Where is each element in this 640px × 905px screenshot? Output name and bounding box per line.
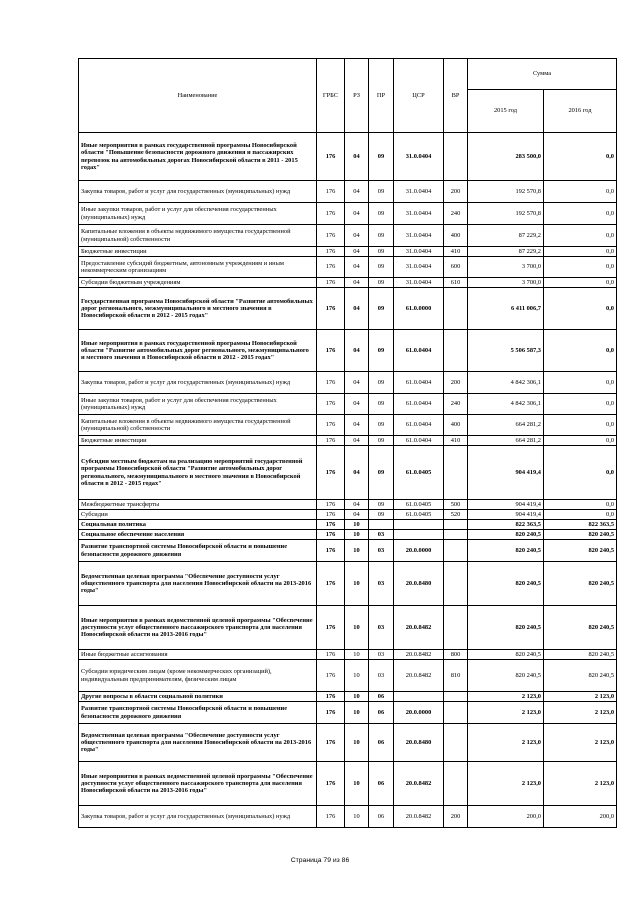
table-row: [79, 806, 617, 828]
cell-y2015: 904 419,4: [468, 446, 544, 500]
table-row: [79, 203, 617, 225]
cell-csr: 20.0.8480: [394, 562, 444, 606]
cell-y2016: 820 240,5: [544, 530, 617, 540]
cell-pr: 06: [369, 806, 394, 828]
cell-grbs: 176: [317, 650, 345, 660]
cell-vr: 800: [444, 650, 468, 660]
cell-csr: 31.0.0404: [394, 225, 444, 247]
cell-rz: 10: [345, 520, 369, 530]
cell-vr: [444, 606, 468, 650]
cell-vr: [444, 133, 468, 181]
cell-rz: 04: [345, 510, 369, 520]
cell-name: Субсидии: [79, 510, 317, 520]
table-row: [79, 540, 617, 562]
cell-name: Ведомственная целевая программа "Обеспечение доступности услуг общественного транспорта для населения Новосибирской области на 2013-2016 годы": [79, 724, 317, 762]
cell-name: Закупка товаров, работ и услуг для государственных (муниципальных) нужд: [79, 372, 317, 394]
cell-name: Ведомственная целевая программа "Обеспечение доступности услуг общественного транспорта для населения Новосибирской области на 2013-2016 годы": [79, 562, 317, 606]
cell-csr: 20.0.0000: [394, 702, 444, 724]
cell-y2015: 3 700,0: [468, 278, 544, 288]
cell-pr: 09: [369, 133, 394, 181]
cell-y2016: 2 123,0: [544, 702, 617, 724]
cell-rz: 04: [345, 436, 369, 446]
cell-y2016: 0,0: [544, 415, 617, 436]
cell-grbs: 176: [317, 133, 345, 181]
col-2016-header: 2016 год: [544, 90, 617, 133]
table-row: [79, 181, 617, 203]
cell-grbs: 176: [317, 702, 345, 724]
cell-pr: 09: [369, 436, 394, 446]
cell-pr: 09: [369, 288, 394, 330]
cell-vr: 600: [444, 257, 468, 278]
cell-y2015: 87 229,2: [468, 225, 544, 247]
col-sum-header: Сумма: [468, 59, 617, 90]
cell-pr: 09: [369, 225, 394, 247]
col-rz-header: РЗ: [345, 59, 369, 133]
cell-rz: 10: [345, 540, 369, 562]
cell-y2015: 2 123,0: [468, 762, 544, 806]
cell-pr: 06: [369, 762, 394, 806]
cell-y2016: 2 123,0: [544, 692, 617, 702]
cell-y2016: 0,0: [544, 278, 617, 288]
cell-vr: 410: [444, 247, 468, 257]
cell-csr: 20.0.8482: [394, 606, 444, 650]
cell-y2015: 283 500,0: [468, 133, 544, 181]
cell-name: Закупка товаров, работ и услуг для государственных (муниципальных) нужд: [79, 806, 317, 828]
cell-csr: [394, 530, 444, 540]
cell-y2016: 2 123,0: [544, 724, 617, 762]
cell-pr: 03: [369, 540, 394, 562]
cell-y2016: 0,0: [544, 372, 617, 394]
cell-name: Другие вопросы в области социальной политики: [79, 692, 317, 702]
table-row: [79, 415, 617, 436]
cell-y2016: 820 240,5: [544, 660, 617, 692]
table-row: [79, 530, 617, 540]
cell-grbs: 176: [317, 372, 345, 394]
table-row: [79, 762, 617, 806]
cell-grbs: 176: [317, 724, 345, 762]
cell-name: Капитальные вложения в объекты недвижимого имущества государственной (муниципальной) собственности: [79, 225, 317, 247]
table-row: [79, 288, 617, 330]
cell-y2015: 904 419,4: [468, 500, 544, 510]
cell-y2015: 820 240,5: [468, 650, 544, 660]
cell-name: Бюджетные инвестиции: [79, 247, 317, 257]
cell-name: Иные закупки товаров, работ и услуг для обеспечения государственных (муниципальных) нужд: [79, 394, 317, 415]
cell-rz: 10: [345, 562, 369, 606]
cell-pr: 09: [369, 203, 394, 225]
cell-csr: 31.0.0404: [394, 278, 444, 288]
cell-csr: 61.0.0405: [394, 446, 444, 500]
cell-rz: 10: [345, 806, 369, 828]
cell-rz: 04: [345, 288, 369, 330]
cell-csr: 61.0.0404: [394, 415, 444, 436]
cell-y2015: 200,0: [468, 806, 544, 828]
cell-name: Социальное обеспечение населения: [79, 530, 317, 540]
table-row: [79, 133, 617, 181]
cell-y2015: 664 281,2: [468, 436, 544, 446]
cell-vr: 400: [444, 415, 468, 436]
table-row: [79, 394, 617, 415]
budget-table: [78, 58, 617, 828]
cell-vr: 610: [444, 278, 468, 288]
col-2015-header: 2015 год: [468, 90, 544, 133]
cell-pr: 06: [369, 702, 394, 724]
table-row: [79, 225, 617, 247]
cell-name: Развитие транспортной системы Новосибирской области и повышение безопасности дорожного движения: [79, 702, 317, 724]
cell-pr: 09: [369, 500, 394, 510]
cell-pr: 03: [369, 650, 394, 660]
cell-vr: [444, 762, 468, 806]
cell-rz: 04: [345, 225, 369, 247]
cell-pr: 09: [369, 330, 394, 372]
cell-y2015: 820 240,5: [468, 606, 544, 650]
table-row: [79, 692, 617, 702]
cell-name: Закупка товаров, работ и услуг для государственных (муниципальных) нужд: [79, 181, 317, 203]
cell-name: Предоставление субсидий бюджетным, автономным учреждениям и иным некоммерческим организациям: [79, 257, 317, 278]
cell-grbs: 176: [317, 415, 345, 436]
cell-vr: 400: [444, 225, 468, 247]
cell-rz: 04: [345, 181, 369, 203]
col-pr-header: ПР: [369, 59, 394, 133]
cell-vr: [444, 530, 468, 540]
cell-grbs: 176: [317, 330, 345, 372]
cell-vr: [444, 540, 468, 562]
cell-y2015: 4 842 306,1: [468, 372, 544, 394]
cell-y2015: 820 240,5: [468, 562, 544, 606]
cell-y2016: 820 240,5: [544, 650, 617, 660]
cell-pr: 03: [369, 562, 394, 606]
cell-rz: 10: [345, 530, 369, 540]
cell-y2016: 820 240,5: [544, 606, 617, 650]
cell-csr: 31.0.0404: [394, 257, 444, 278]
col-name-header: Наименование: [79, 59, 317, 133]
cell-grbs: 176: [317, 660, 345, 692]
cell-grbs: 176: [317, 806, 345, 828]
col-csr-header: ЦСР: [394, 59, 444, 133]
cell-grbs: 176: [317, 520, 345, 530]
table-row: [79, 500, 617, 510]
cell-pr: 03: [369, 660, 394, 692]
cell-csr: 61.0.0000: [394, 288, 444, 330]
table-row: [79, 247, 617, 257]
cell-pr: 09: [369, 278, 394, 288]
cell-csr: 61.0.0405: [394, 510, 444, 520]
cell-vr: [444, 446, 468, 500]
cell-vr: [444, 692, 468, 702]
cell-pr: 03: [369, 530, 394, 540]
cell-rz: 04: [345, 278, 369, 288]
cell-y2016: 0,0: [544, 247, 617, 257]
cell-vr: 500: [444, 500, 468, 510]
table-row: [79, 278, 617, 288]
cell-grbs: 176: [317, 762, 345, 806]
table-row: [79, 650, 617, 660]
cell-pr: [369, 520, 394, 530]
cell-y2016: 0,0: [544, 257, 617, 278]
cell-pr: 09: [369, 510, 394, 520]
cell-y2015: 820 240,5: [468, 660, 544, 692]
table-row: [79, 257, 617, 278]
cell-csr: 20.0.8482: [394, 806, 444, 828]
table-row: [79, 660, 617, 692]
table-row: [79, 702, 617, 724]
cell-grbs: 176: [317, 606, 345, 650]
cell-vr: [444, 520, 468, 530]
cell-name: Межбюджетные трансферты: [79, 500, 317, 510]
cell-name: Иные бюджетные ассигнования: [79, 650, 317, 660]
cell-grbs: 176: [317, 181, 345, 203]
cell-csr: 20.0.8482: [394, 762, 444, 806]
cell-name: Иные мероприятия в рамках государственной программы Новосибирской области "Развитие автомобильных дорог регионального, межмуниципального и местного значения в Новосибирской области в 2012 - 2015 годах": [79, 330, 317, 372]
cell-csr: 31.0.0404: [394, 181, 444, 203]
cell-y2015: 904 419,4: [468, 510, 544, 520]
cell-csr: 20.0.0000: [394, 540, 444, 562]
cell-y2016: 0,0: [544, 203, 617, 225]
cell-grbs: 176: [317, 530, 345, 540]
cell-y2016: 820 240,5: [544, 540, 617, 562]
cell-vr: [444, 724, 468, 762]
cell-rz: 10: [345, 724, 369, 762]
cell-y2015: 2 123,0: [468, 692, 544, 702]
cell-rz: 04: [345, 330, 369, 372]
cell-rz: 04: [345, 394, 369, 415]
cell-name: Бюджетные инвестиции: [79, 436, 317, 446]
budget-document: [78, 58, 616, 828]
cell-y2016: 0,0: [544, 446, 617, 500]
cell-y2016: 0,0: [544, 288, 617, 330]
table-row: [79, 372, 617, 394]
cell-y2016: 0,0: [544, 436, 617, 446]
cell-rz: 10: [345, 702, 369, 724]
cell-grbs: 176: [317, 394, 345, 415]
cell-y2016: 0,0: [544, 133, 617, 181]
table-row: [79, 562, 617, 606]
cell-rz: 04: [345, 372, 369, 394]
cell-name: Субсидии юридическим лицам (кроме некоммерческих организаций), индивидуальным предпринимателям, физическим лицам: [79, 660, 317, 692]
cell-pr: 06: [369, 692, 394, 702]
cell-pr: 09: [369, 181, 394, 203]
cell-grbs: 176: [317, 446, 345, 500]
cell-y2015: 87 229,2: [468, 247, 544, 257]
cell-y2016: 0,0: [544, 225, 617, 247]
cell-rz: 04: [345, 247, 369, 257]
cell-rz: 10: [345, 650, 369, 660]
cell-pr: 09: [369, 257, 394, 278]
cell-vr: [444, 330, 468, 372]
table-row: [79, 330, 617, 372]
cell-rz: 10: [345, 692, 369, 702]
cell-y2015: 5 506 587,3: [468, 330, 544, 372]
cell-grbs: 176: [317, 225, 345, 247]
cell-y2016: 822 363,5: [544, 520, 617, 530]
cell-pr: 09: [369, 415, 394, 436]
cell-y2015: 4 842 306,1: [468, 394, 544, 415]
cell-pr: 06: [369, 724, 394, 762]
cell-y2016: 0,0: [544, 394, 617, 415]
cell-rz: 10: [345, 660, 369, 692]
table-row: [79, 510, 617, 520]
cell-csr: [394, 692, 444, 702]
cell-rz: 04: [345, 446, 369, 500]
cell-csr: 61.0.0405: [394, 500, 444, 510]
cell-csr: 61.0.0404: [394, 436, 444, 446]
cell-y2016: 0,0: [544, 510, 617, 520]
cell-rz: 04: [345, 257, 369, 278]
cell-name: Субсидии бюджетным учреждениям: [79, 278, 317, 288]
cell-csr: [394, 520, 444, 530]
cell-grbs: 176: [317, 692, 345, 702]
cell-y2015: 192 570,8: [468, 181, 544, 203]
cell-vr: 200: [444, 372, 468, 394]
cell-y2016: 0,0: [544, 500, 617, 510]
cell-name: Субсидии местным бюджетам на реализацию мероприятий государственной программы Новосибирской области "Развитие автомобильных дорог регионального, межмуниципального и местного значения в Новосибирской области в 2012 - 2015 годах": [79, 446, 317, 500]
cell-name: Развитие транспортной системы Новосибирской области и повышение безопасности дорожного движения: [79, 540, 317, 562]
cell-grbs: 176: [317, 436, 345, 446]
cell-rz: 04: [345, 133, 369, 181]
cell-vr: 200: [444, 181, 468, 203]
table-row: [79, 520, 617, 530]
cell-y2016: 0,0: [544, 330, 617, 372]
cell-rz: 10: [345, 606, 369, 650]
cell-grbs: 176: [317, 500, 345, 510]
cell-csr: 20.0.8482: [394, 660, 444, 692]
cell-csr: 61.0.0404: [394, 394, 444, 415]
cell-grbs: 176: [317, 510, 345, 520]
table-row: [79, 446, 617, 500]
cell-name: Иные мероприятия в рамках ведомственной целевой программы "Обеспечение доступности услуг общественного пассажирского транспорта для населения Новосибирской области на 2013-2016 годы": [79, 762, 317, 806]
cell-vr: 520: [444, 510, 468, 520]
cell-vr: [444, 702, 468, 724]
cell-y2016: 0,0: [544, 181, 617, 203]
cell-name: Капитальные вложения в объекты недвижимого имущества государственной (муниципальной) собственности: [79, 415, 317, 436]
cell-grbs: 176: [317, 288, 345, 330]
table-body: [79, 133, 617, 828]
cell-rz: 04: [345, 415, 369, 436]
cell-name: Государственная программа Новосибирской области "Развитие автомобильных дорог регионального, межмуниципального и местного значения в Новосибирской области в 2012 - 2015 годах": [79, 288, 317, 330]
cell-y2016: 200,0: [544, 806, 617, 828]
cell-y2015: 820 240,5: [468, 540, 544, 562]
cell-rz: 04: [345, 500, 369, 510]
cell-vr: 200: [444, 806, 468, 828]
col-vr-header: ВР: [444, 59, 468, 133]
cell-rz: 04: [345, 203, 369, 225]
cell-grbs: 176: [317, 257, 345, 278]
cell-y2015: 2 123,0: [468, 702, 544, 724]
table-row: [79, 436, 617, 446]
cell-vr: 810: [444, 660, 468, 692]
cell-pr: 09: [369, 446, 394, 500]
cell-name: Иные мероприятия в рамках ведомственной целевой программы "Обеспечение доступности услуг общественного пассажирского транспорта для населения Новосибирской области на 2013-2016 годы": [79, 606, 317, 650]
page-number: Страница 79 из 86: [290, 857, 350, 864]
cell-grbs: 176: [317, 247, 345, 257]
cell-vr: 410: [444, 436, 468, 446]
table-row: [79, 724, 617, 762]
cell-y2016: 820 240,5: [544, 562, 617, 606]
cell-csr: 61.0.0404: [394, 372, 444, 394]
cell-rz: 10: [345, 762, 369, 806]
cell-y2015: 664 281,2: [468, 415, 544, 436]
cell-csr: 31.0.0404: [394, 133, 444, 181]
cell-csr: 31.0.0404: [394, 247, 444, 257]
col-grbs-header: ГРБС: [317, 59, 345, 133]
cell-y2015: 820 240,5: [468, 530, 544, 540]
cell-y2015: 192 570,8: [468, 203, 544, 225]
cell-name: Иные мероприятия в рамках государственной программы Новосибирской области "Повышение безопасности дорожного движения и пассажирских перевозок на автомобильных дорогах Новосибирской области в 2011 - 2015 годах": [79, 133, 317, 181]
cell-pr: 03: [369, 606, 394, 650]
cell-csr: 20.0.8482: [394, 650, 444, 660]
cell-grbs: 176: [317, 562, 345, 606]
cell-grbs: 176: [317, 203, 345, 225]
cell-pr: 09: [369, 372, 394, 394]
cell-pr: 09: [369, 247, 394, 257]
cell-csr: 31.0.0404: [394, 203, 444, 225]
cell-csr: 20.0.8480: [394, 724, 444, 762]
cell-y2015: 6 411 006,7: [468, 288, 544, 330]
cell-grbs: 176: [317, 278, 345, 288]
cell-vr: [444, 288, 468, 330]
cell-vr: 240: [444, 394, 468, 415]
cell-y2015: 3 700,0: [468, 257, 544, 278]
cell-y2015: 822 363,5: [468, 520, 544, 530]
cell-y2015: 2 123,0: [468, 724, 544, 762]
cell-csr: 61.0.0404: [394, 330, 444, 372]
cell-name: Социальная политика: [79, 520, 317, 530]
table-row: [79, 606, 617, 650]
cell-y2016: 2 123,0: [544, 762, 617, 806]
cell-grbs: 176: [317, 540, 345, 562]
cell-vr: 240: [444, 203, 468, 225]
cell-vr: [444, 562, 468, 606]
cell-name: Иные закупки товаров, работ и услуг для обеспечения государственных (муниципальных) нужд: [79, 203, 317, 225]
cell-pr: 09: [369, 394, 394, 415]
